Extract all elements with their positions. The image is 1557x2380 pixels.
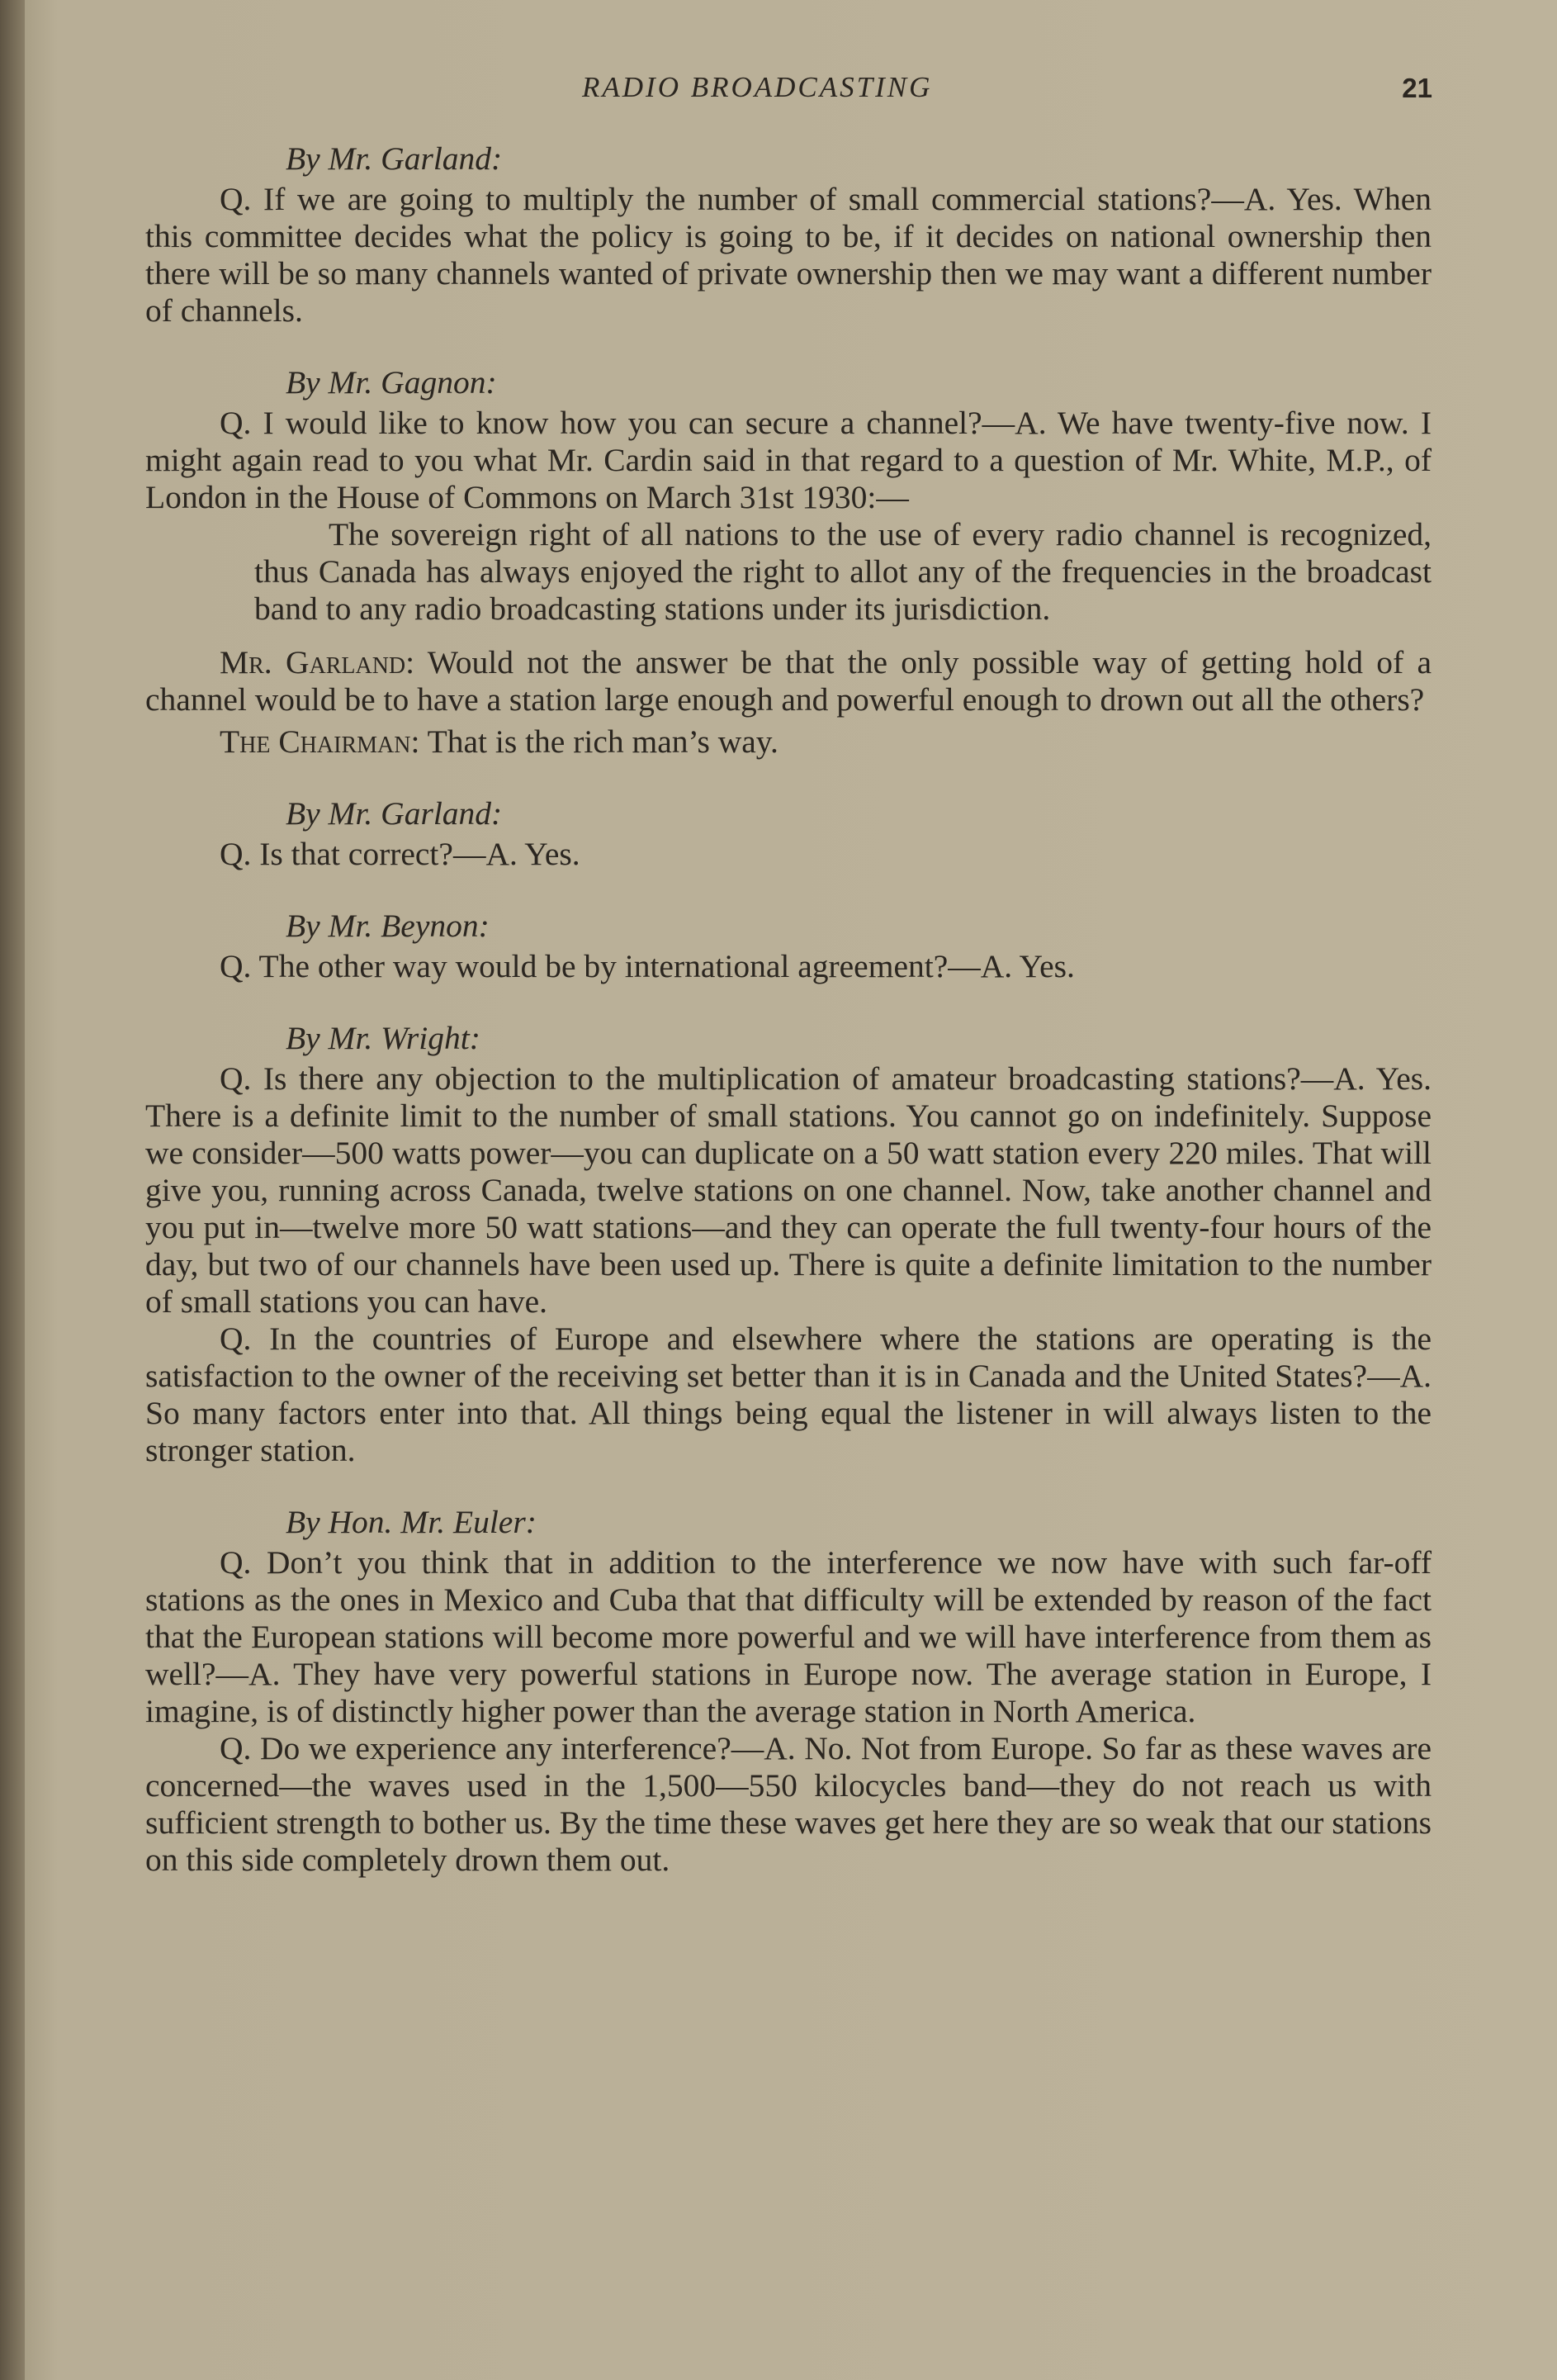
section-beynon bbox=[145, 908, 1432, 985]
speaker-heading: By Mr. Garland: bbox=[286, 140, 503, 177]
paragraph: Q. Don’t you think that in addition to the interference we now have with such far-off stations as the ones in Mexico and Cuba that that difficulty will be extended by reason of the fact that the European stations will become more powerful and we will have interference from them as well?—A. They have very powerful stations in Europe now. The average station in Europe, I imagine, is of distinctly higher power than the average station in North America. bbox=[145, 1544, 1432, 1729]
speaker-heading: By Mr. Wright: bbox=[286, 1020, 480, 1056]
page-number: 21 bbox=[1402, 73, 1432, 103]
speaker-name: Mr. Garland bbox=[220, 644, 406, 680]
section-wright bbox=[145, 1020, 1432, 1469]
page-body bbox=[145, 140, 1432, 1879]
running-title: RADIO BROADCASTING bbox=[582, 71, 933, 103]
paragraph: Q. Is there any objection to the multiplication of amateur broadcasting stations?—A. Yes. There is a definite limit to the number of small stations. You cannot go on indefinitely. Suppose we consider—500 watts power—you can duplicate on a 50 watt station every 220 miles. That will give you, running across Canada, twelve stations on one channel. Now, take another channel and you put in—twelve more 50 watt stations—and they can operate the full twenty-four hours of the day, but two of our channels have been used up. There is quite a definite limitation to the number of small stations you can have. bbox=[145, 1060, 1432, 1320]
paragraph: Q. If we are going to multiply the number of small commercial stations?—A. Yes. When this committee decides what the policy is going to be, if it decides on national ownership then there will be so many channels wanted of private ownership then we may want a different number of channels. bbox=[145, 181, 1432, 329]
section-exchange bbox=[145, 644, 1432, 761]
paragraph: Q. Is that correct?—A. Yes. bbox=[220, 836, 580, 872]
section-gagnon bbox=[145, 364, 1432, 628]
speaker-heading: By Mr. Beynon: bbox=[286, 908, 490, 944]
paragraph: Q. Do we experience any interference?—A. No. Not from Europe. So far as these waves are concerned—the waves used in the 1,500—550 kilocycles band—they do not reach us with sufficient strength to bother us. By the time these waves get here they are so weak that our stations on this side completely drown them out. bbox=[145, 1730, 1432, 1878]
book-spine-shadow bbox=[0, 0, 25, 2380]
speaker-name: The Chairman bbox=[220, 723, 411, 760]
dialogue-line: The Chairman: That is the rich man’s way. bbox=[220, 723, 778, 760]
paragraph: Q. I would like to know how you can secure a channel?—A. We have twenty-five now. I might again read to you what Mr. Cardin said in that regard to a question of Mr. White, M.P., of London in the House of Commons on March 31st 1930:— bbox=[145, 405, 1432, 515]
section-garland-2 bbox=[145, 795, 1432, 873]
section-garland-1 bbox=[145, 140, 1432, 330]
dialogue-line: Mr. Garland: Would not the answer be that the only possible way of getting hold of a channel would be to have a station large enough and powerful enough to drown out all the others? bbox=[145, 644, 1432, 718]
dialogue-text: Would not the answer be that the only possible way of getting hold of a channel would be to have a station large enough and powerful enough to drown out all the others? bbox=[145, 644, 1432, 718]
speaker-heading: By Mr. Gagnon: bbox=[286, 364, 497, 401]
dialogue-text: That is the rich man’s way. bbox=[427, 723, 778, 760]
speaker-heading: By Mr. Garland: bbox=[286, 795, 503, 832]
section-euler bbox=[145, 1504, 1432, 1879]
paragraph: Q. In the countries of Europe and elsewhere where the stations are operating is the satisfaction to the owner of the receiving set better than it is in Canada and the United States?—A. So many factors enter into that. All things being equal the listener in will always listen to the stronger station. bbox=[145, 1320, 1432, 1468]
speaker-heading: By Hon. Mr. Euler: bbox=[286, 1504, 537, 1540]
block-quote: The sovereign right of all nations to the use of every radio channel is recognized, thus Canada has always enjoyed the right to allot any of the frequencies in the broadcast band to any radio broadcasting stations under its jurisdiction. bbox=[254, 516, 1432, 627]
running-header bbox=[144, 71, 1432, 112]
paragraph: Q. The other way would be by international agreement?—A. Yes. bbox=[220, 948, 1075, 984]
